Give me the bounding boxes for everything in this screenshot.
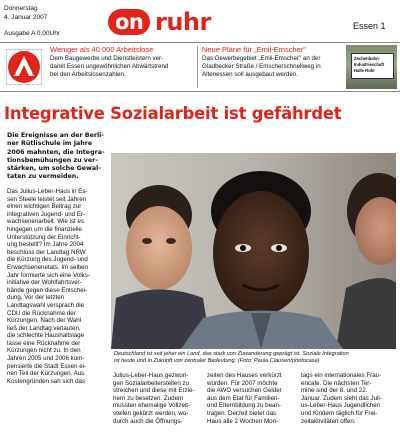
teaser-strip	[0, 42, 400, 92]
lead-line: taten zu vermeiden.	[7, 173, 79, 181]
body-line: pensierte die Stadt Essen ei-	[7, 362, 87, 370]
body-line: wachsenenarbeit. Wie ist es	[7, 218, 85, 226]
masthead-date-day: Donnerstag	[4, 5, 38, 12]
sign-line: Industrieschaft	[354, 62, 385, 67]
body-line: sen Steele leistet seit Jahren	[7, 195, 87, 203]
body-line: und Elternbildung zu bean-	[207, 402, 281, 410]
body-line: einen wichtigen Beitrag zur	[7, 203, 82, 211]
body-line: lasse eine Rücknahme der	[7, 339, 81, 347]
body-line: Januar. Zudem sieht das Juli-	[301, 394, 382, 402]
masthead-edition: Ausgabe A 0.00Uhr	[4, 30, 61, 37]
body-line: durch auch die Öffnungs-	[113, 417, 183, 425]
body-line: Unterstützung der Einricht-	[7, 233, 81, 241]
article-headline[interactable]: Integrative Sozialarbeit ist gefährdet	[4, 104, 342, 123]
body-line: integrativen Jugend- und Er-	[7, 210, 86, 218]
body-line: aus dem Etat für Familien-	[207, 394, 280, 402]
body-line: us-Leber-Haus Jugendlichen	[301, 402, 381, 410]
body-line: Erwachsenenetats. Im selben	[7, 263, 89, 271]
body-line: Kürzungen nicht zu. In den	[7, 347, 81, 355]
body-line: tags ein internationales Frau-	[301, 372, 382, 379]
teaser-divider	[197, 46, 198, 88]
body-line: Jahren 2005 und 2006 kom-	[7, 355, 85, 363]
teaser-2-line: Gladbecker Straße / Emscherschnellweg in	[202, 63, 321, 70]
body-line: Haus alle 2 Wochen Mon-	[207, 417, 279, 425]
teaser-1-line: Dem Baugewerbe und Dienstleistern ver-	[50, 55, 164, 62]
lead-line: 2006 mahnten, die Integra-	[7, 148, 105, 156]
teaser-border-top	[0, 42, 400, 43]
body-line: initiative der Wohlfahrtsver-	[7, 279, 82, 287]
body-line: encafe. Die nächsten Ter-	[301, 379, 372, 387]
sign-photo	[346, 45, 397, 89]
body-line: Landtagswahl versprach die	[7, 301, 85, 309]
masthead-city: Essen 1	[353, 21, 386, 31]
body-line: beschloss der Landtag NRW	[7, 248, 86, 256]
masthead-date: 4. Januar 2007	[4, 14, 48, 21]
lead-line: stärken, um solche Gewal-	[7, 165, 101, 173]
body-line: Das Julius-Leber-Haus in Es-	[7, 188, 88, 195]
body-line: mussten ehemalige Vollzeit-	[113, 402, 191, 410]
body-line: CDU die Rücknahme der	[7, 309, 76, 317]
teaser-1-line: dankt Essen ungewöhnlichen Abwärtstrend	[50, 63, 169, 70]
article-body-left	[7, 188, 107, 385]
lead-line: Die Ereignisse an der Berli-	[7, 132, 104, 139]
article-body-col-2	[113, 372, 203, 425]
body-line: mine sind der 8. und 22.	[301, 387, 368, 395]
photo-caption	[114, 351, 396, 365]
body-line: Julius-Leber-Haus gezwun-	[113, 372, 189, 379]
article-lead	[7, 132, 107, 182]
teaser-2-line: Altenessen soll ausgebaut werden.	[202, 71, 298, 78]
body-line: streichen und diese mit Erzie-	[113, 387, 195, 395]
body-line: Kürzungen. Nach der Wahl	[7, 317, 82, 325]
sign-line: Halle Ruhr	[354, 68, 375, 73]
caption-line: ist heute und in Zukunft von zentraler Bedeutung. (Foto: Paula Clausen/photocase)	[114, 358, 320, 364]
body-line: die AWO versuchen Gelder	[207, 387, 282, 395]
body-line: ung bestellt? Im Jahre 2004	[7, 241, 84, 249]
body-line: und Kindern täglich für Frei-	[301, 409, 378, 417]
teaser-1-title[interactable]: Weniger als 40 000 Arbeitslose	[50, 45, 154, 54]
teaser-2-title[interactable]: Neue Pläne für „Emil-Emscher"	[202, 45, 306, 54]
body-line: zeiten des Hauses verkürzt	[207, 372, 282, 379]
lead-line: ner Rütlischule im Jahre	[7, 140, 93, 148]
logo-on: on	[108, 9, 150, 35]
body-line: zeitaktivitäten offen.	[301, 417, 356, 425]
teaser-border-bottom	[0, 91, 400, 92]
body-line: nen Teil der Kürzungen. Aus	[7, 370, 85, 378]
body-line: die schlechte Haushaltslage	[7, 332, 85, 340]
sign-board	[351, 53, 394, 79]
article-photo	[111, 153, 396, 349]
article-body-col-4	[301, 372, 393, 425]
body-line: stellen gekürzt werden, wo-	[113, 409, 189, 417]
logo-ruhr: ruhr	[155, 8, 211, 36]
body-line: tragen. Derzeit bietet das	[207, 409, 277, 417]
body-line: ließ der Landtag verlauten,	[7, 324, 81, 332]
body-line: gen Sozialarbeiterstellen zu	[113, 379, 190, 387]
body-line: Kostengründen sah sich das	[7, 377, 86, 385]
body-line: wurden. Für 2007 möchte	[207, 379, 278, 387]
body-line: die Kürzung des Jugend- und	[7, 256, 88, 264]
body-line: bände gegen diese Entschei-	[7, 286, 88, 294]
lead-line: tionsbemühungen zu ver-	[7, 156, 98, 164]
body-line: dung. Vor der letzten	[7, 294, 65, 302]
caption-line: Deutschland ist seit jeher ein Land, das stark von Zuwanderung geprägt ist. Soziale Integration	[114, 351, 349, 357]
body-line: Jahr formierte sich eine Volks-	[7, 271, 90, 279]
teaser-1-line: bei den Arbeitslosenzahlen.	[50, 71, 126, 78]
body-line: hern zu besetzen. Zudem	[113, 394, 184, 402]
teaser-2-line: Das Gewerbegebiet „Emil-Emscher" an der	[202, 55, 321, 62]
sign-line: Zechenbahn-	[354, 56, 381, 61]
employment-agency-logo	[6, 49, 42, 85]
article-body-col-3	[207, 372, 297, 425]
body-line: hingegen um die finanzielle	[7, 225, 82, 233]
